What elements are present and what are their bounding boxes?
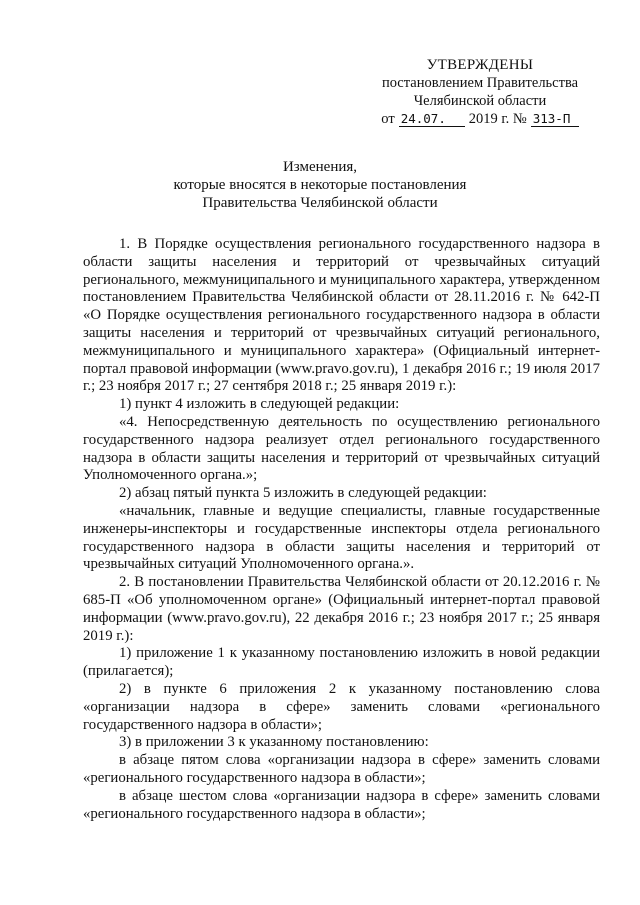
paragraph: в абзаце пятом слова «организации надзора в сфере» заменить словами «регионального государственного надзора в области»; (83, 752, 600, 786)
paragraph: 2) в пункте 6 приложения 2 к указанному постановлению слова «организации надзора в сфере» заменить словами «регионального государственного надзора в области»; (83, 680, 600, 733)
document-heading (100, 158, 540, 212)
paragraph: «начальник, главные и ведущие специалисты, главные государственные инженеры-инспекторы и государственные инспекторы отдела регионального государственного надзора в области защиты населения и территорий от чрезвычайных ситуаций Уполномоченного органа.». (83, 502, 600, 573)
decree-number-field: 313-П (531, 112, 579, 127)
approval-line-1: постановлением Правительства (381, 75, 579, 91)
paragraph: 1) приложение 1 к указанному постановлению изложить в новой редакции (прилагается); (83, 645, 600, 680)
paragraph: 1. В Порядке осуществления регионального государственного надзора в области защиты населения и территорий от чрезвычайных ситуаций регионального, межмуниципального и муниципального характера, утвержденном постановлением Правительства Челябинской области от 28.11.2016 г. № 642-П «О Порядке осуществления регионального государственного надзора в области защиты населения и территорий от чрезвычайных ситуаций регионального, межмуниципального и муниципального характера» (Официальный интернет-портал правовой информации (www.pravo.gov.ru), 1 декабря 2016 г.; 19 июля 2017 г.; 23 ноября 2017 г.; 27 сентября 2018 г.; 25 января 2019 г.): (83, 236, 600, 395)
decree-date-number-line (360, 110, 600, 128)
paragraph: в абзаце шестом слова «организации надзора в сфере» заменить словами «регионального государственного надзора в области»; (83, 787, 600, 822)
heading-line-1: Изменения, (282, 159, 358, 175)
heading-line-2: которые вносятся в некоторые постановления (173, 177, 467, 193)
heading-line-3: Правительства Челябинской области (202, 195, 438, 211)
paragraph: 3) в приложении 3 к указанному постановлению: (119, 734, 429, 751)
decree-date-field: 24.07. (399, 112, 465, 127)
approval-block (360, 56, 600, 128)
approval-line-2: Челябинской области (413, 93, 547, 109)
decree-prefix: от (381, 111, 395, 127)
paragraph: «4. Непосредственную деятельность по осуществлению регионального государственного надзора реализует отдел регионального государственного надзора в области защиты населения и территорий от чрезвычайных ситуаций Уполномоченного органа.»; (83, 413, 600, 484)
paragraph: 2. В постановлении Правительства Челябинской области от 20.12.2016 г. № 685-П «Об уполномоченном органе» (Официальный интернет-портал правовой информации (www.pravo.gov.ru), 22 декабря 2016 г.; 23 ноября 2017 г.; 25 января 2019 г.): (83, 574, 600, 644)
decree-year-text: 2019 г. № (468, 111, 527, 127)
paragraph: 1) пункт 4 изложить в следующей редакции: (119, 396, 400, 413)
document-body (83, 236, 600, 823)
approval-title: УТВЕРЖДЕНЫ (426, 57, 534, 73)
paragraph: 2) абзац пятый пункта 5 изложить в следующей редакции: (119, 485, 487, 502)
